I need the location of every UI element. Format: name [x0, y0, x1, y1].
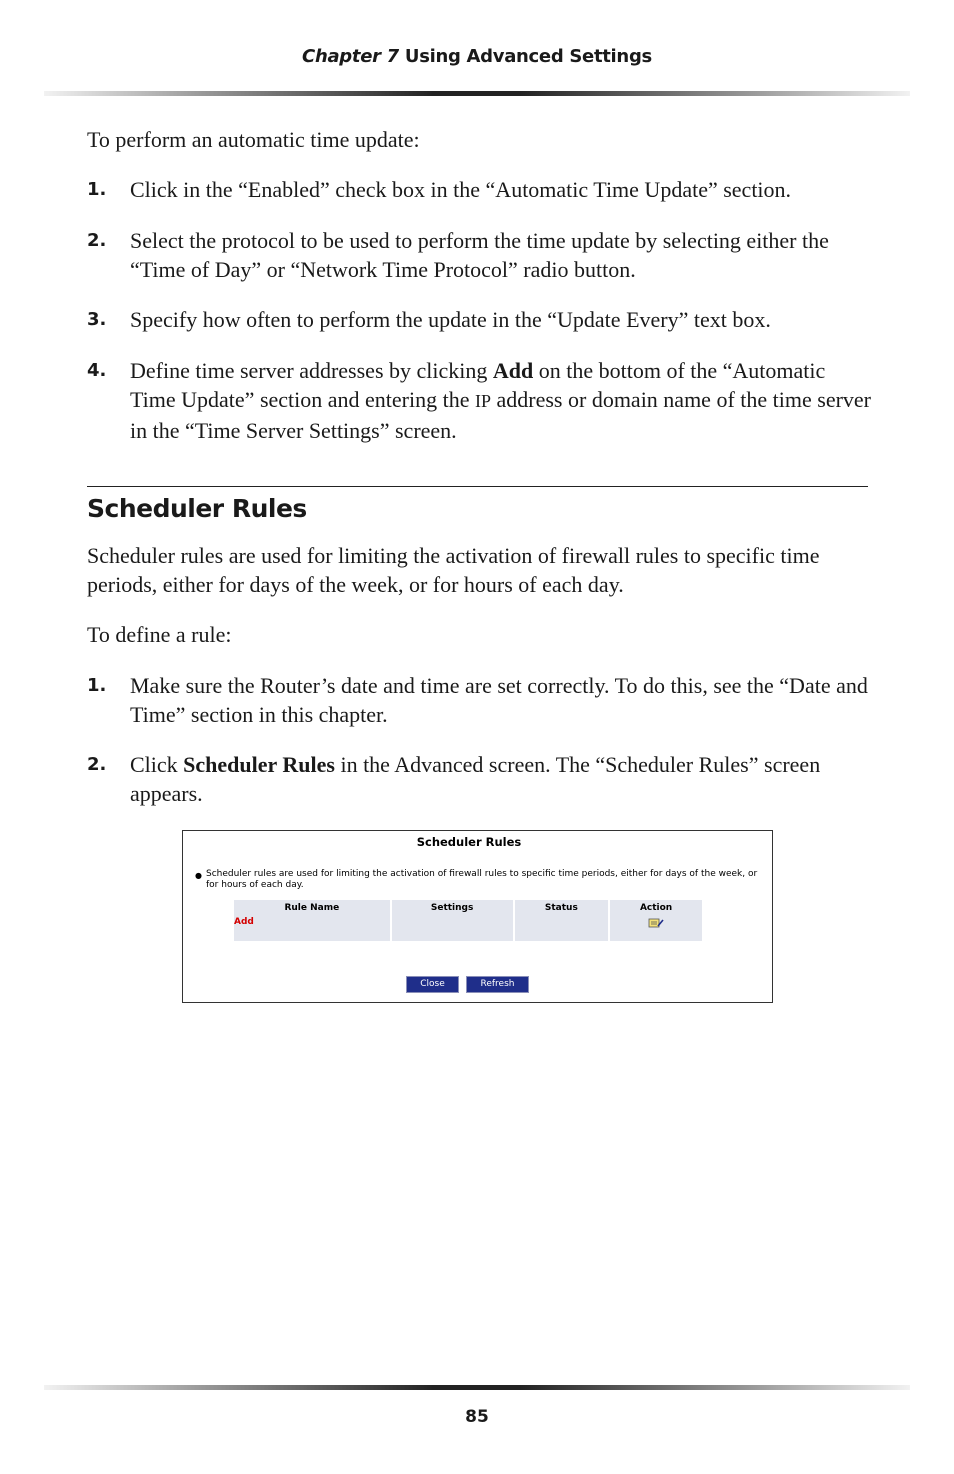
page-number: 85	[465, 1407, 489, 1427]
step-text: Make sure the Router’s date and time are set correctly. To do this, see the “Date and Time” section in this chapter.	[130, 673, 868, 727]
section-divider	[87, 486, 868, 487]
intro-text: To perform an automatic time update:	[87, 127, 420, 152]
column-header-rule-name: Rule Name	[234, 900, 390, 917]
step-text-part: in the Advanced screen. The “Scheduler Rules” screen appears.	[130, 752, 821, 806]
header-divider	[44, 91, 910, 96]
step-text: Select the protocol to be used to perform the time update by selecting either the “Time of Day” or “Network Time Protocol” radio button.	[130, 228, 829, 282]
column-header-settings: Settings	[392, 900, 513, 917]
step-number: 2.	[87, 754, 107, 775]
screenshot-description: Scheduler rules are used for limiting the activation of firewall rules to specific time periods, either for days of the week, or for hours of each day.	[206, 869, 758, 890]
step-number: 1.	[87, 179, 107, 200]
column-header-status: Status	[515, 900, 609, 917]
action-cell	[610, 917, 702, 941]
footer-divider	[44, 1385, 910, 1390]
chapter-label: Chapter 7	[302, 46, 399, 67]
settings-cell	[392, 917, 513, 941]
step-small-caps: IP	[475, 391, 492, 411]
step-text: Click in the “Enabled” check box in the “Automatic Time Update” section.	[130, 177, 792, 202]
rules-table	[232, 900, 704, 941]
step-number: 2.	[87, 230, 107, 251]
screenshot-title: Scheduler Rules	[416, 835, 522, 849]
step-text-part: on the bottom of the “Automatic Time Update” section and entering the	[130, 358, 826, 412]
step-bold-term: Scheduler Rules	[183, 752, 335, 777]
section-heading: Scheduler Rules	[87, 494, 307, 523]
step-text-part: address or domain name of the time server in the “Time Server Settings” screen.	[130, 387, 871, 443]
section-body: Scheduler rules are used for limiting the activation of firewall rules to specific time periods, either for days of the week, or for hours of each day.	[87, 543, 820, 597]
step-text	[130, 356, 875, 445]
bullet-icon: ●	[195, 871, 202, 880]
step-text-part: Click	[130, 752, 184, 777]
close-button[interactable]: Close	[406, 976, 459, 993]
page-header	[0, 46, 954, 67]
scheduler-rules-screenshot	[182, 830, 773, 1003]
step-bold-term: Add	[492, 358, 534, 383]
refresh-button[interactable]: Refresh	[466, 976, 529, 993]
status-cell	[515, 917, 609, 941]
table-header-row	[234, 900, 702, 917]
table-row	[234, 917, 702, 941]
chapter-title: Using Advanced Settings	[404, 46, 652, 67]
step-number: 4.	[87, 360, 107, 381]
step-number: 1.	[87, 675, 107, 696]
step-number: 3.	[87, 309, 107, 330]
column-header-action: Action	[610, 900, 702, 917]
step-text-part: Define time server addresses by clicking	[130, 358, 493, 383]
define-text: To define a rule:	[87, 622, 232, 647]
step-text: Specify how often to perform the update in the “Update Every” text box.	[130, 307, 771, 332]
add-rule-link[interactable]: Add	[234, 917, 390, 941]
add-rule-icon[interactable]	[648, 922, 664, 932]
step-text	[130, 750, 875, 808]
